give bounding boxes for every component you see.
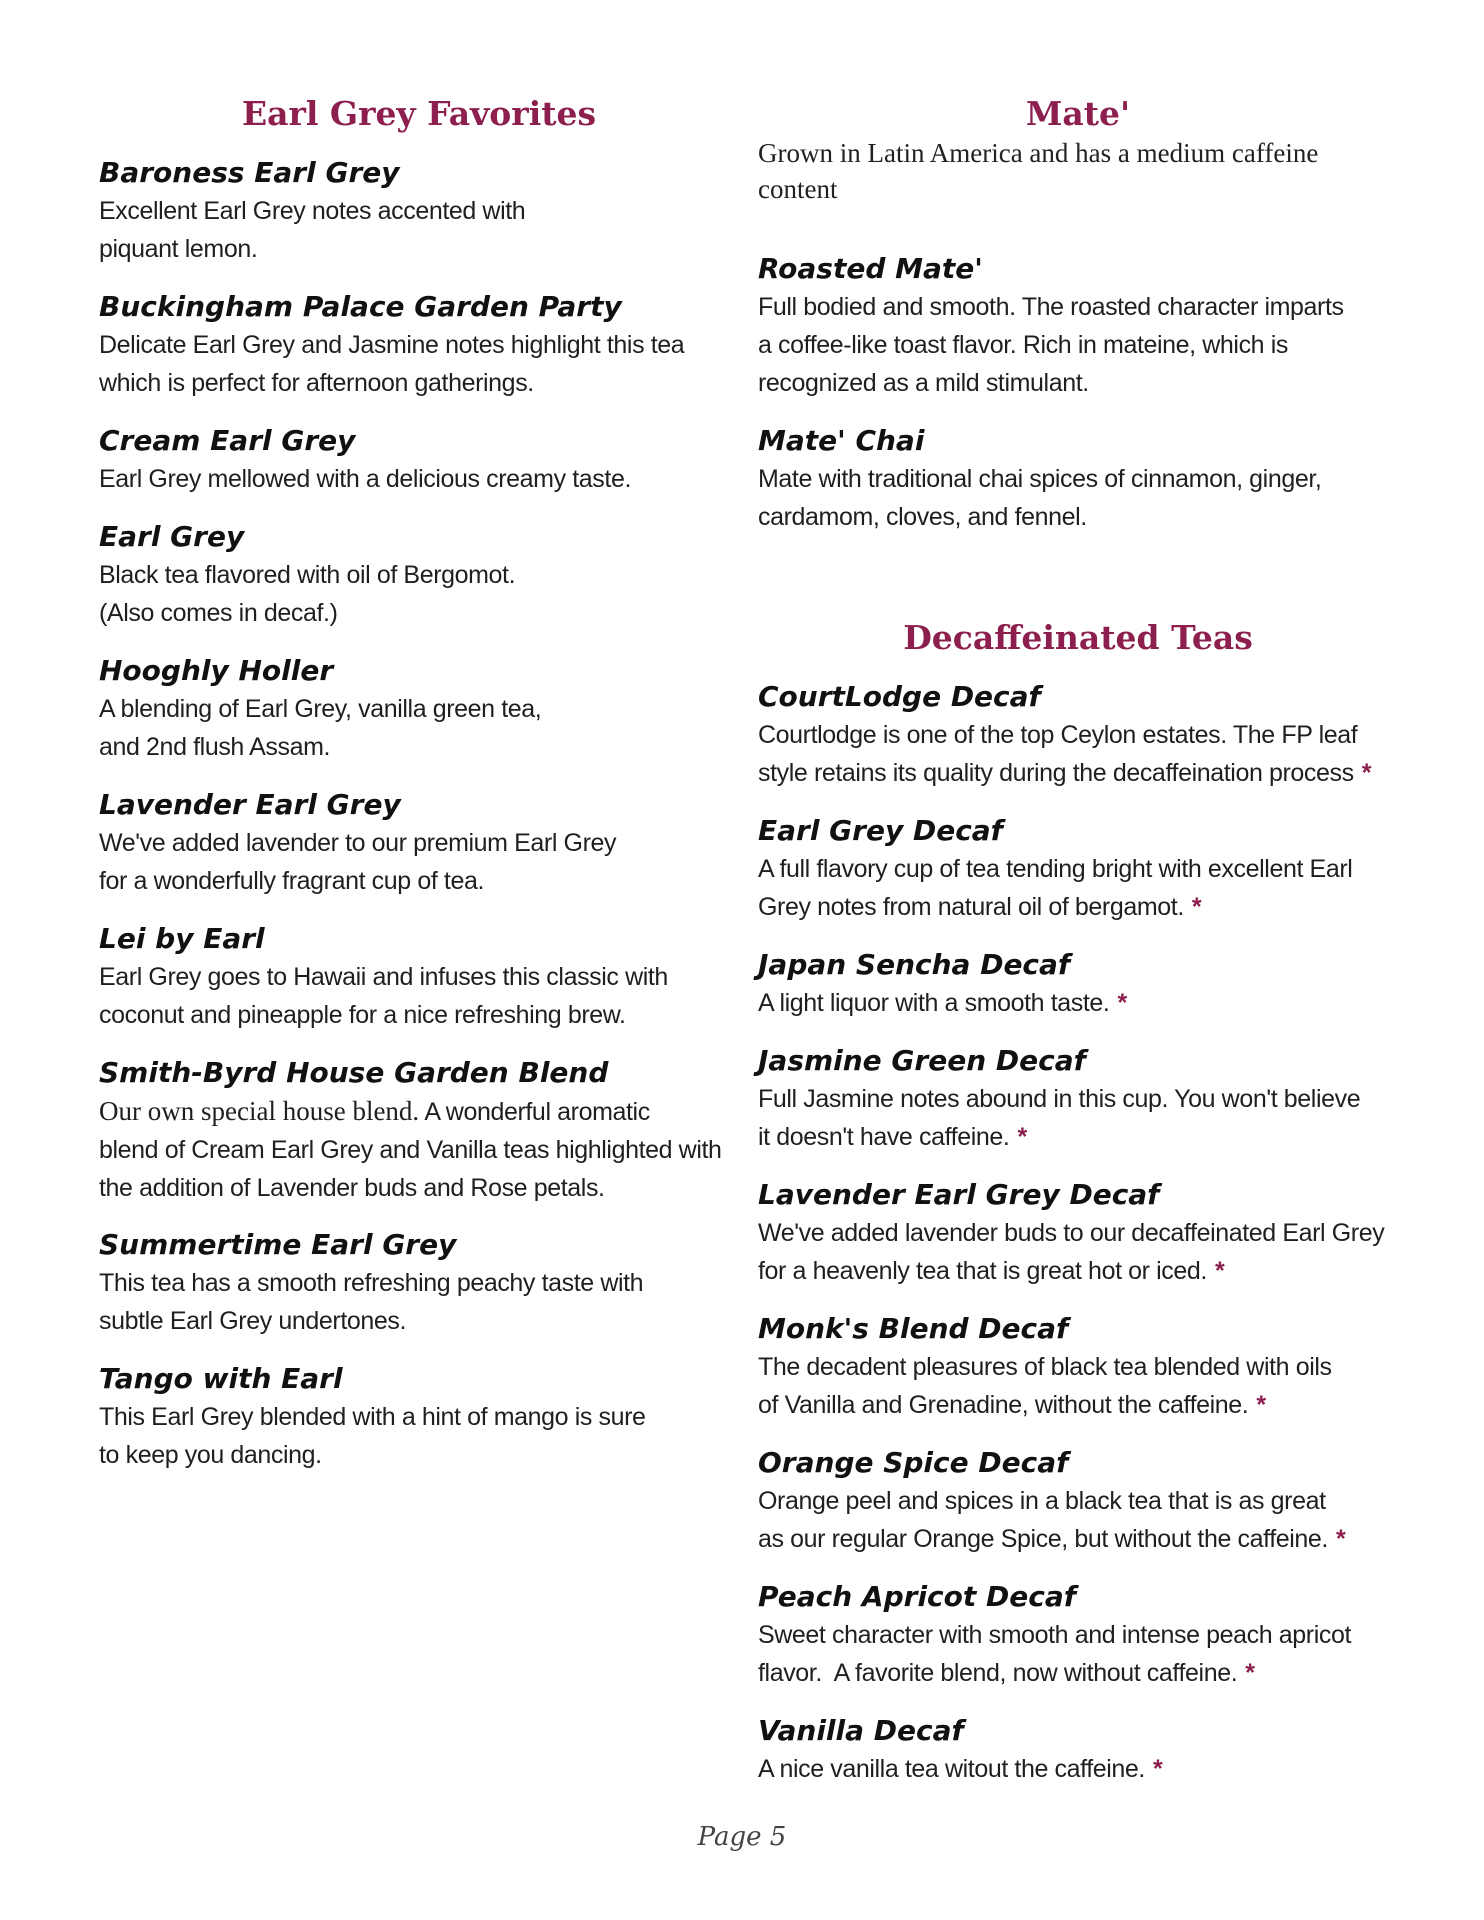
item-description: A full flavory cup of tea tending bright with excellent Earl Grey notes from natural oil of bergamot. *	[758, 855, 1353, 921]
item-name: Baroness Earl Grey	[99, 156, 400, 189]
item-name: Lavender Earl Grey Decaf	[758, 1178, 1160, 1211]
mate-intro: Grown in Latin America and has a medium caffeine content	[758, 138, 1319, 204]
decaf-star: *	[1191, 893, 1202, 921]
decaf-star: *	[1152, 1755, 1163, 1783]
decaf-star: *	[1017, 1123, 1027, 1151]
menu-item	[758, 422, 1398, 536]
item-description: A nice vanilla tea witout the caffeine. *	[758, 1755, 1163, 1783]
menu-item	[758, 1310, 1398, 1424]
item-name: Tango with Earl	[99, 1362, 343, 1395]
decaf-star: *	[1335, 1525, 1346, 1553]
item-name: Cream Earl Grey	[99, 424, 356, 457]
menu-item	[758, 946, 1398, 1022]
item-name: CourtLodge Decaf	[758, 680, 1041, 713]
item-name: Buckingham Palace Garden Party	[99, 290, 622, 323]
item-name: Japan Sencha Decaf	[758, 948, 1071, 981]
menu-item	[99, 518, 739, 632]
decaf-star: *	[1245, 1659, 1255, 1687]
item-description: Full Jasmine notes abound in this cup. You won't believe it doesn't have caffeine. *	[758, 1085, 1361, 1151]
menu-item	[99, 920, 739, 1034]
page-number: Page 5	[697, 1822, 787, 1852]
item-description: Full bodied and smooth. The roasted character imparts a coffee-like toast flavor. Rich in mateine, which is recognized as a mild stimulant.	[758, 293, 1344, 397]
item-description: A light liquor with a smooth taste. *	[758, 989, 1127, 1017]
section-title-decaf: Decaffeinated Teas	[903, 618, 1253, 657]
item-name: Lei by Earl	[99, 922, 265, 955]
item-name: Mate' Chai	[758, 424, 925, 457]
item-name: Hooghly Holler	[99, 654, 334, 687]
item-name: Vanilla Decaf	[758, 1714, 964, 1747]
menu-item	[758, 812, 1398, 926]
item-description: Earl Grey mellowed with a delicious creamy taste.	[99, 465, 631, 493]
item-name: Jasmine Green Decaf	[758, 1044, 1086, 1077]
item-description: Earl Grey goes to Hawaii and infuses this classic with coconut and pineapple for a nice refreshing brew.	[99, 963, 668, 1029]
item-name: Summertime Earl Grey	[99, 1228, 457, 1261]
menu-item	[758, 1444, 1398, 1558]
menu-item	[99, 1360, 739, 1474]
item-description: Courtlodge is one of the top Ceylon estates. The FP leaf style retains its quality during the decaffeination process *	[758, 721, 1372, 787]
decaf-star: *	[1117, 989, 1127, 1017]
section-title-earl-grey: Earl Grey Favorites	[241, 94, 597, 133]
menu-item	[99, 154, 739, 268]
item-description: The decadent pleasures of black tea blended with oils of Vanilla and Grenadine, without the caffeine. *	[758, 1353, 1332, 1419]
item-name: Orange Spice Decaf	[758, 1446, 1069, 1479]
item-name: Earl Grey Decaf	[758, 814, 1003, 847]
item-description: Black tea flavored with oil of Bergomot. (Also comes in decaf.)	[99, 561, 516, 627]
menu-item	[99, 288, 739, 402]
item-description: This Earl Grey blended with a hint of mango is sure to keep you dancing.	[99, 1403, 646, 1469]
menu-item	[99, 1226, 739, 1340]
decaf-star: *	[1256, 1391, 1266, 1419]
item-description: Sweet character with smooth and intense peach apricot flavor. A favorite blend, now without caffeine. *	[758, 1621, 1352, 1687]
decaf-star: *	[1361, 759, 1372, 787]
menu-item	[99, 786, 739, 900]
item-description: Orange peel and spices in a black tea that is as great as our regular Orange Spice, but without the caffeine. *	[758, 1487, 1346, 1553]
item-name: Earl Grey	[99, 520, 245, 553]
menu-item	[99, 1054, 739, 1207]
item-description: This tea has a smooth refreshing peachy taste with subtle Earl Grey undertones.	[99, 1269, 644, 1335]
item-name: Peach Apricot Decaf	[758, 1580, 1076, 1613]
menu-item	[99, 422, 739, 498]
item-name: Roasted Mate'	[758, 252, 983, 285]
menu-item	[99, 652, 739, 766]
menu-item	[758, 1042, 1398, 1156]
item-description: We've added lavender buds to our decaffeinated Earl Grey for a heavenly tea that is great hot or iced. *	[758, 1219, 1385, 1285]
menu-item	[758, 678, 1398, 792]
item-name: Lavender Earl Grey	[99, 788, 401, 821]
item-description: Delicate Earl Grey and Jasmine notes highlight this tea which is perfect for afternoon gatherings.	[99, 331, 685, 397]
decaf-star: *	[1214, 1257, 1225, 1285]
item-name: Monk's Blend Decaf	[758, 1312, 1069, 1345]
item-description: Our own special house blend. A wonderful aromatic blend of Cream Earl Grey and Vanilla teas highlighted with the addition of Lavender buds and Rose petals.	[99, 1096, 722, 1202]
item-name: Smith-Byrd House Garden Blend	[99, 1056, 609, 1089]
menu-item	[758, 1712, 1398, 1788]
item-description: A blending of Earl Grey, vanilla green tea, and 2nd flush Assam.	[99, 695, 542, 761]
menu-item	[758, 1176, 1398, 1290]
menu-item	[758, 1578, 1398, 1692]
menu-item	[758, 250, 1398, 402]
item-description: Mate with traditional chai spices of cinnamon, ginger, cardamom, cloves, and fennel.	[758, 465, 1322, 531]
section-title-mate: Mate'	[1025, 94, 1131, 133]
item-description: We've added lavender to our premium Earl Grey for a wonderfully fragrant cup of tea.	[99, 829, 617, 895]
item-description: Excellent Earl Grey notes accented with piquant lemon.	[99, 197, 526, 263]
